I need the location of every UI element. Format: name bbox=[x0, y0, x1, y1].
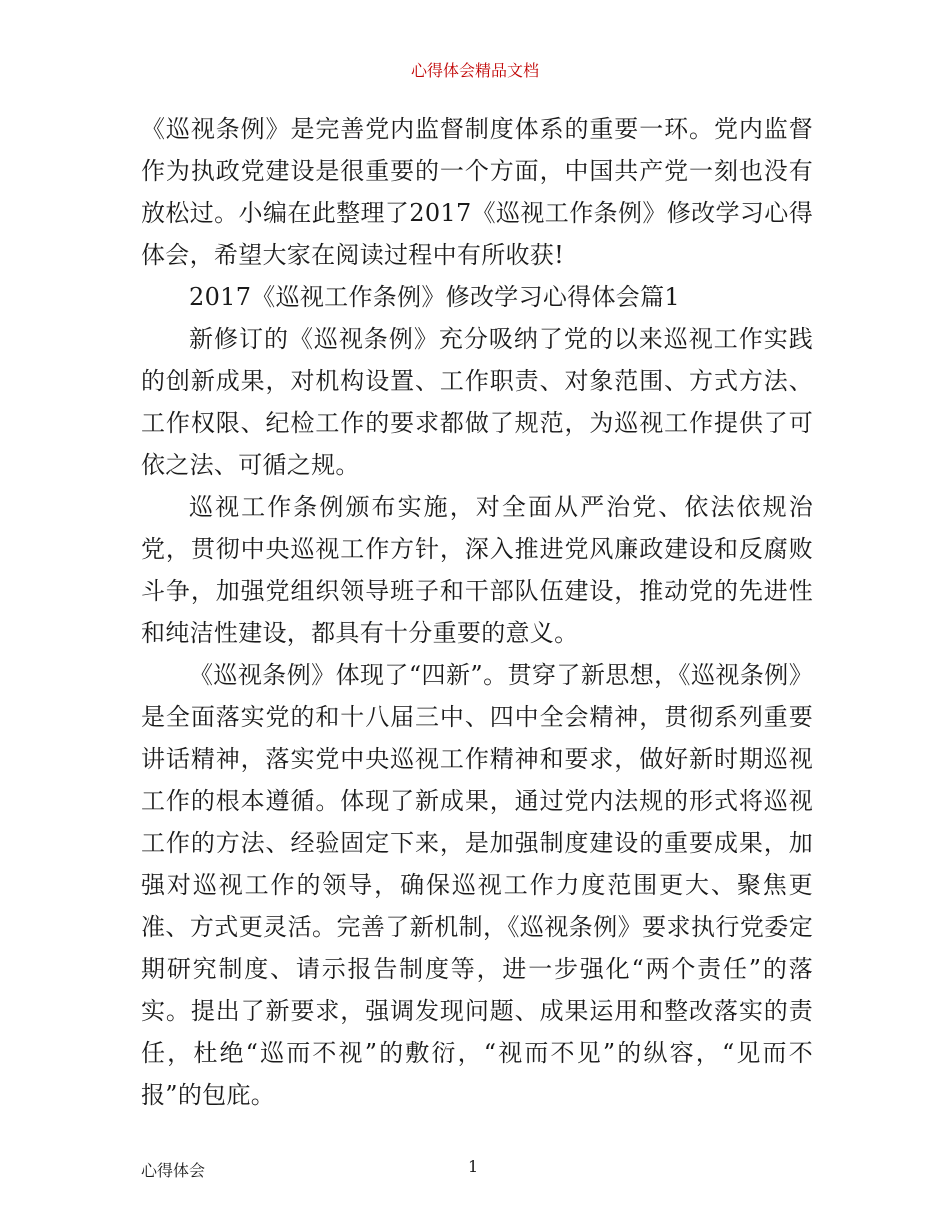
document-body bbox=[141, 108, 813, 1116]
page-header-title: 心得体会精品文档 bbox=[410, 61, 539, 80]
body-paragraph-3: 《巡视条例》体现了“四新”。贯穿了新思想，《巡视条例》是全面落实党的和十八届三中、四中全会精神，贯彻系列重要讲话精神，落实党中央巡视工作精神和要求，做好新时期巡视工作的根本遵循。体现了新成果，通过党内法规的形式将巡视工作的方法、经验固定下来，是加强制度建设的重要成果，加强对巡视工作的领导，确保巡视工作力度范围更大、聚焦更准、方式更灵活。完善了新机制，《巡视条例》要求执行党委定期研究制度、请示报告制度等，进一步强化“两个责任”的落实。提出了新要求，强调发现问题、成果运用和整改落实的责任，杜绝“巡而不视”的敷衍，“视而不见”的纵容，“见而不报”的包庇。 bbox=[141, 661, 813, 1109]
section-heading: 2017《巡视工作条例》修改学习心得体会篇1 bbox=[189, 283, 680, 311]
body-paragraph-1: 新修订的《巡视条例》充分吸纳了党的以来巡视工作实践的创新成果，对机构设置、工作职责、对象范围、方式方法、工作权限、纪检工作的要求都做了规范，为巡视工作提供了可依之法、可循之规。 bbox=[141, 325, 813, 479]
intro-paragraph: 《巡视条例》是完善党内监督制度体系的重要一环。党内监督作为执政党建设是很重要的一个方面，中国共产党一刻也没有放松过。小编在此整理了2017《巡视工作条例》修改学习心得体会，希望大家在阅读过程中有所收获! bbox=[141, 115, 813, 269]
footer-label: 心得体会 bbox=[141, 1161, 206, 1180]
page-number: 1 bbox=[468, 1157, 479, 1176]
body-paragraph-2: 巡视工作条例颁布实施，对全面从严治党、依法依规治党，贯彻中央巡视工作方针，深入推进党风廉政建设和反腐败斗争，加强党组织领导班子和干部队伍建设，推动党的先进性和纯洁性建设，都具有十分重要的意义。 bbox=[141, 493, 813, 647]
